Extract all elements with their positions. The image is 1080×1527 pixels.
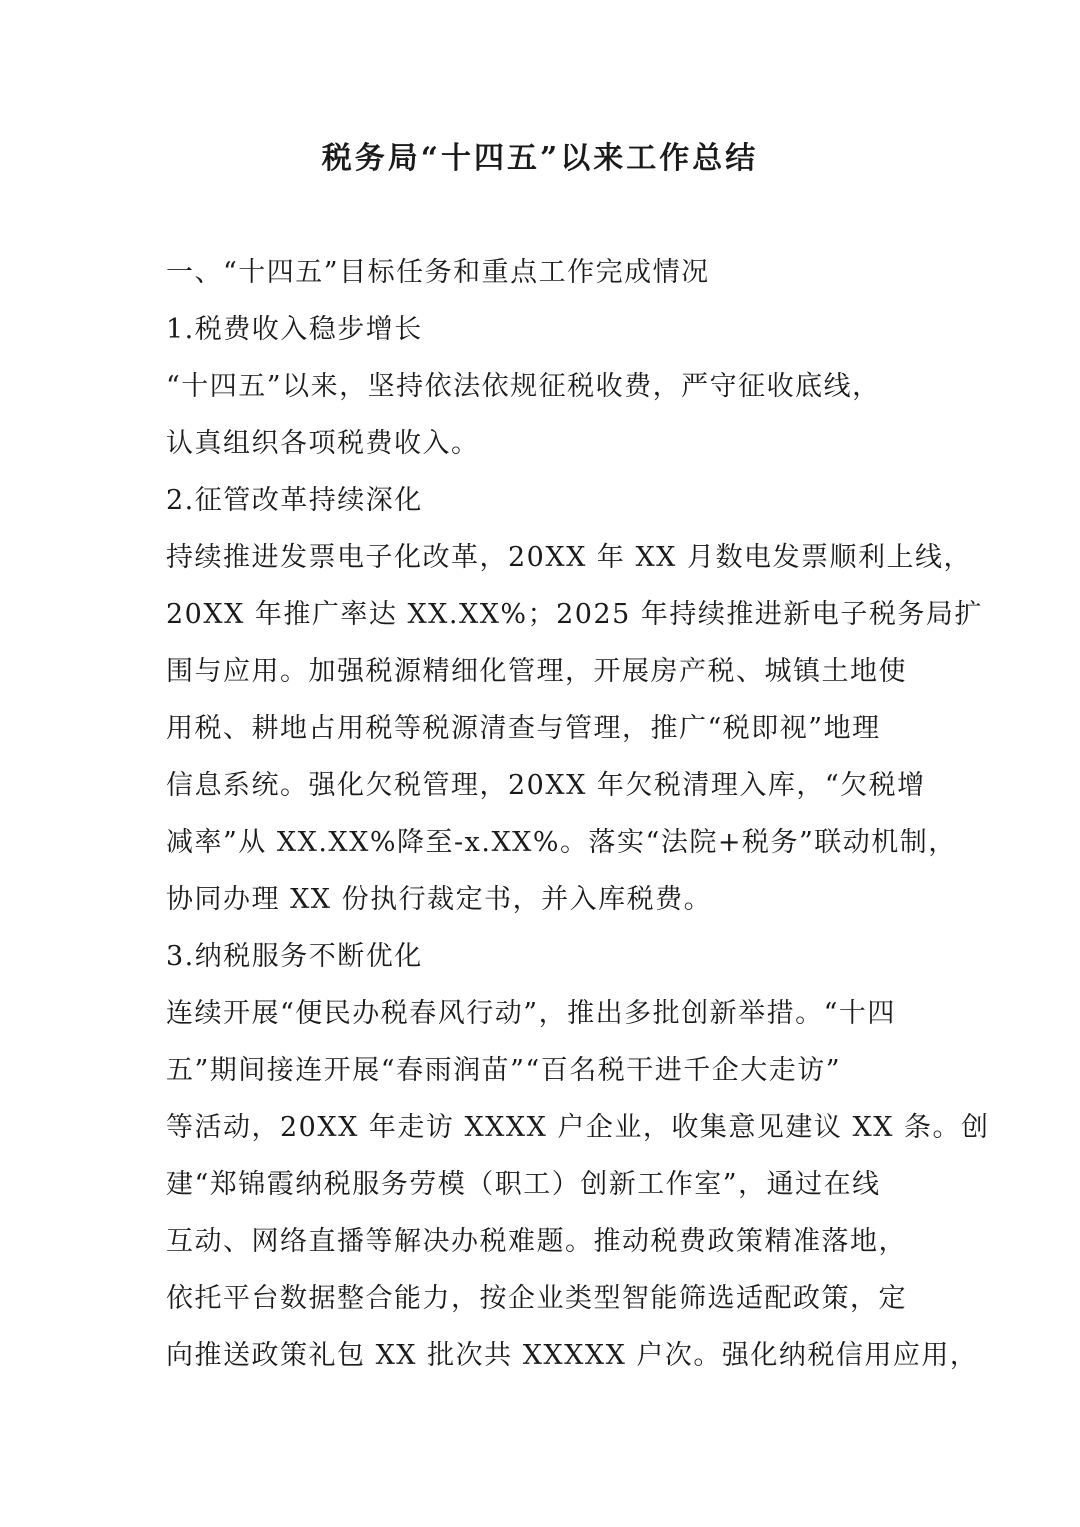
paragraph-line: “十四五”以来，坚持依法依规征税收费，严守征收底线， (166, 371, 881, 402)
paragraph-line: 用税、耕地占用税等税源清查与管理，推广“税即视”地理 (166, 713, 881, 744)
paragraph-line: 认真组织各项税费收入。 (166, 428, 480, 459)
paragraph-line: 持续推进发票电子化改革，20XX 年 XX 月数电发票顺利上线， (166, 542, 972, 573)
item-heading-2: 2.征管改革持续深化 (166, 485, 423, 516)
paragraph-line: 20XX 年推广率达 XX.XX%；2025 年持续推进新电子税务局扩 (166, 599, 983, 630)
document-title: 税务局“十四五”以来工作总结 (321, 141, 759, 176)
paragraph-line: 减率”从 XX.XX%降至-x.XX%。落实“法院+税务”联动机制， (166, 827, 957, 858)
paragraph-line: 依托平台数据整合能力，按企业类型智能筛选适配政策，定 (166, 1283, 907, 1314)
paragraph-line: 向推送政策礼包 XX 批次共 XXXXX 户次。强化纳税信用应用， (166, 1340, 979, 1371)
paragraph-line: 连续开展“便民办税春风行动”，推出多批创新举措。“十四 (166, 998, 896, 1029)
paragraph-line: 建“郑锦霞纳税服务劳模（职工）创新工作室”，通过在线 (166, 1169, 881, 1200)
paragraph-line: 围与应用。加强税源精细化管理，开展房产税、城镇土地使 (166, 656, 907, 687)
paragraph-line: 互动、网络直播等解决办税难题。推动税费政策精准落地， (166, 1226, 907, 1257)
document-body (166, 244, 990, 1384)
item-heading-1: 1.税费收入稳步增长 (166, 314, 423, 345)
paragraph-line: 协同办理 XX 份执行裁定书，并入库税费。 (166, 884, 713, 915)
section-heading-1: 一、“十四五”目标任务和重点工作完成情况 (166, 257, 710, 288)
paragraph-line: 等活动，20XX 年走访 XXXX 户企业，收集意见建议 XX 条。创 (166, 1112, 990, 1143)
paragraph-line: 信息系统。强化欠税管理，20XX 年欠税清理入库，“欠税增 (166, 770, 926, 801)
item-heading-3: 3.纳税服务不断优化 (166, 941, 423, 972)
paragraph-line: 五”期间接连开展“春雨润苗”“百名税干进千企大走访” (166, 1055, 842, 1086)
